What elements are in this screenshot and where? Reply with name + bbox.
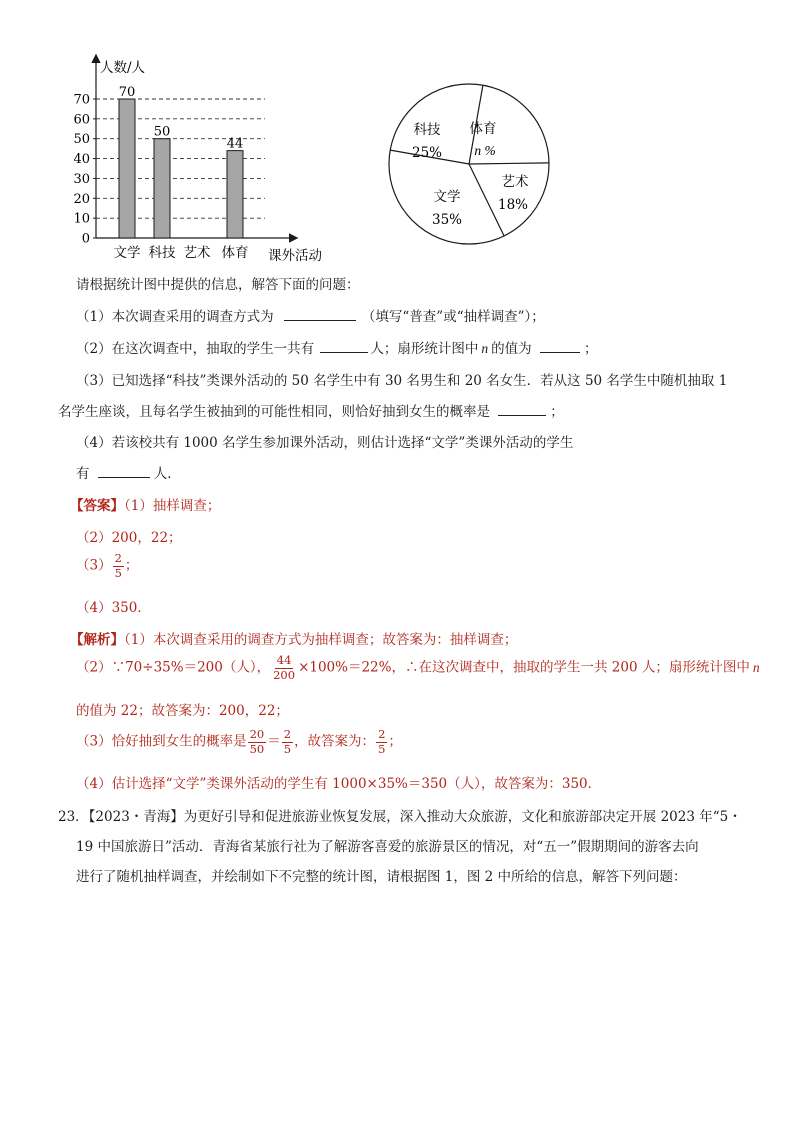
q4-text-a: 有	[76, 466, 90, 482]
bar-y-tick-label: 20	[73, 191, 90, 207]
question-3-line-2	[58, 400, 564, 420]
pie-label-keji-value: 25%	[411, 145, 443, 161]
bar-category-label: 艺术	[183, 245, 211, 261]
explain-1: （1）本次调查采用的调查方式为抽样调查；故答案为：抽样调查；	[124, 632, 518, 648]
answer-2: （2）200，22；	[76, 530, 182, 546]
q1-text-a: （1）本次调查采用的调查方式为	[76, 309, 274, 325]
intro-text: 请根据统计图中提供的信息，解答下面的问题：	[76, 277, 360, 293]
q4-blank[interactable]	[98, 465, 150, 478]
bar-chart	[60, 52, 350, 267]
question-1	[76, 305, 545, 325]
bar-1	[119, 99, 135, 238]
answer-1: （1）抽样调查；	[124, 498, 221, 514]
answer-tag: 【答案】	[70, 498, 124, 514]
answer-3	[76, 553, 138, 579]
explain-3-eq: ＝	[267, 733, 281, 750]
q2-text-c: 的值为	[491, 341, 532, 357]
q1-text-b: （填写“普查”或“抽样调查”）；	[361, 309, 545, 325]
explain-3-fraction-3	[376, 729, 387, 755]
explain-3-num-2: 2	[283, 727, 292, 741]
explain-4: （4）估计选择“文学”类课外活动的学生有 1000×35%＝350（人），故答案为：350．	[76, 776, 602, 792]
bar-y-title: 人数/人	[100, 60, 146, 76]
bar-y-tick-label: 40	[73, 152, 90, 168]
explain-3-fraction-2	[282, 729, 293, 755]
bar-y-tick-label: 0	[81, 231, 90, 247]
bar-x-title: 课外活动	[268, 248, 322, 264]
bar-2	[154, 139, 170, 238]
bar-4	[227, 151, 243, 238]
question-4-line-2	[76, 462, 181, 482]
problem-23-line-3: 进行了随机抽样调查，并绘制如下不完整的统计图，请根据图 1，图 2 中所给的信息，解答下列问题：	[76, 869, 687, 885]
answer-4: （4）350．	[76, 600, 151, 616]
bar-value-label: 44	[226, 136, 244, 152]
pie-label-yishu-name: 艺术	[501, 174, 529, 190]
explain-3-c: ；	[388, 733, 402, 750]
explain-2-b: ×100%＝22%，∴在这次调查中，抽取的学生一共 200 人；扇形统计图中	[298, 659, 750, 676]
q2-n: n	[481, 341, 489, 356]
explain-2-num: 44	[276, 653, 292, 667]
answer-line-1	[70, 494, 220, 514]
bar-y-tick-label: 30	[73, 171, 90, 187]
pie-chart	[385, 78, 555, 254]
answer-3-fraction	[113, 553, 124, 579]
question-3-line-1: （3）已知选择“科技”类课外活动的 50 名学生中有 30 名男生和 20 名女生．若从这 50 名学生中随机抽取 1	[76, 373, 728, 389]
question-4-line-1: （4）若该校共有 1000 名学生参加课外活动，则估计选择“文学”类课外活动的学生	[76, 435, 574, 451]
explain-tag: 【解析】	[70, 632, 124, 648]
bar-y-tick-label: 50	[73, 132, 90, 148]
explain-line-1	[70, 628, 517, 648]
q2-blank-2[interactable]	[540, 340, 580, 353]
answer-3-prefix: （3）	[76, 557, 112, 574]
explain-3	[76, 729, 402, 755]
explain-2-n: n	[752, 659, 760, 675]
pie-label-tiyu-name: 体育	[469, 121, 497, 137]
explain-3-a: （3）恰好抽到女生的概率是	[76, 733, 247, 750]
explain-2-fraction	[271, 655, 297, 681]
pie-label-yishu-value: 18%	[497, 197, 529, 213]
pie-label-wenxue-name: 文学	[433, 189, 461, 205]
pie-label-keji-name: 科技	[413, 122, 441, 138]
bar-category-label: 文学	[113, 245, 141, 261]
explain-3-den-1: 50	[249, 741, 265, 756]
answer-3-num: 2	[114, 551, 122, 565]
q2-blank-1[interactable]	[320, 340, 368, 353]
q1-blank[interactable]	[284, 308, 356, 321]
q4-text-b: 人．	[153, 466, 181, 482]
explain-3-den-2: 5	[283, 741, 292, 756]
question-2	[76, 337, 597, 357]
answer-3-suffix: ；	[124, 557, 139, 574]
problem-23-line-1: 23．【2023・青海】为更好引导和促进旅游业恢复发展，深入推动大众旅游，文化和旅游部决定开展 2023 年“5・	[58, 809, 742, 825]
explain-2-line-1	[76, 655, 760, 681]
explain-3-num-3: 2	[378, 727, 386, 741]
explain-3-b: ，故答案为：	[294, 733, 376, 750]
explain-2-den: 200	[273, 667, 296, 682]
explain-3-fraction-1	[248, 729, 267, 755]
q3-blank[interactable]	[498, 403, 546, 416]
explain-2-line-2: 的值为 22；故答案为：200，22；	[76, 703, 289, 719]
bar-value-label: 50	[153, 124, 171, 140]
q2-text-b: 人；扇形统计图中	[370, 341, 479, 357]
explain-3-num-1: 20	[249, 727, 265, 741]
problem-23-line-2: 19 中国旅游日”活动．青海省某旅行社为了解游客喜爱的旅游景区的情况，对“五一”假期期间的游客去向	[76, 839, 699, 855]
q2-text-d: ；	[583, 341, 598, 357]
bar-y-tick-label: 10	[73, 211, 90, 227]
pie-label-tiyu-value: n %	[474, 143, 496, 158]
pie-label-wenxue-value: 35%	[431, 212, 463, 228]
bar-y-tick-label: 70	[73, 92, 90, 108]
explain-3-den-3: 5	[378, 741, 386, 756]
q3-text-b: ；	[550, 404, 564, 420]
q2-text-a: （2）在这次调查中，抽取的学生一共有	[76, 341, 315, 357]
answer-3-den: 5	[114, 565, 122, 580]
bar-y-tick-label: 60	[73, 112, 90, 128]
q3-text-a: 名学生座谈，且每名学生被抽到的可能性相同，则恰好抽到女生的概率是	[58, 404, 490, 420]
bar-category-label: 科技	[148, 245, 176, 261]
bar-value-label: 70	[118, 85, 136, 100]
bar-category-label: 体育	[221, 245, 249, 261]
explain-2-a: （2）∵70÷35%＝200（人），	[76, 659, 271, 676]
